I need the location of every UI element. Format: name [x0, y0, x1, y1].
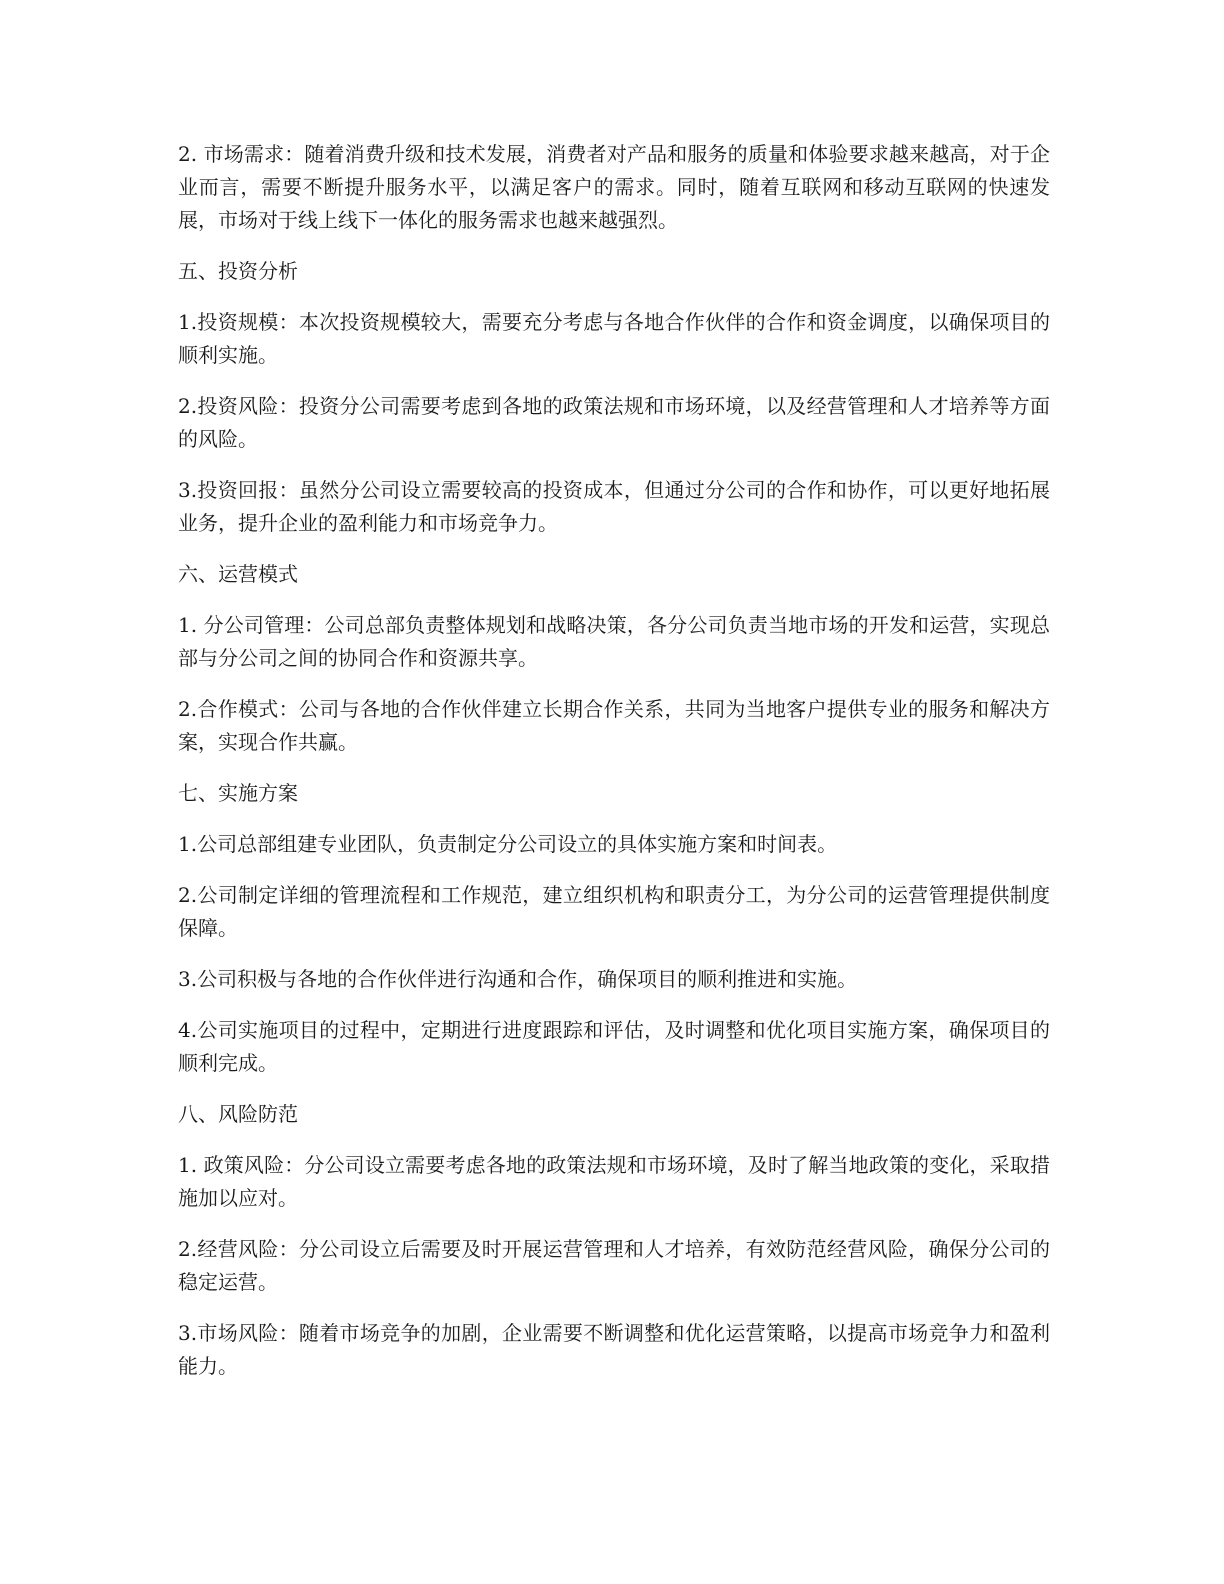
paragraph-cooperation-model: 2.合作模式：公司与各地的合作伙伴建立长期合作关系，共同为当地客户提供专业的服务和解决方案，实现合作共赢。	[178, 697, 1050, 754]
paragraph-implementation-1: 1.公司总部组建专业团队，负责制定分公司设立的具体实施方案和时间表。	[178, 832, 838, 856]
paragraph-implementation-4: 4.公司实施项目的过程中，定期进行进度跟踪和评估，及时调整和优化项目实施方案，确保项目的顺利完成。	[178, 1018, 1050, 1075]
document-page	[178, 138, 1050, 1401]
paragraph-implementation-3: 3.公司积极与各地的合作伙伴进行沟通和合作，确保项目的顺利推进和实施。	[178, 967, 858, 991]
section-heading-operating-model: 六、运营模式	[178, 562, 298, 586]
paragraph-investment-return: 3.投资回报：虽然分公司设立需要较高的投资成本，但通过分公司的合作和协作，可以更好地拓展业务，提升企业的盈利能力和市场竞争力。	[178, 478, 1050, 535]
paragraph-market-risk: 3.市场风险：随着市场竞争的加剧，企业需要不断调整和优化运营策略，以提高市场竞争力和盈利能力。	[178, 1321, 1050, 1378]
paragraph-investment-risk: 2.投资风险：投资分公司需要考虑到各地的政策法规和市场环境，以及经营管理和人才培养等方面的风险。	[178, 394, 1050, 451]
paragraph-branch-management: 1. 分公司管理：公司总部负责整体规划和战略决策，各分公司负责当地市场的开发和运营，实现总部与分公司之间的协同合作和资源共享。	[178, 613, 1050, 670]
section-heading-investment-analysis: 五、投资分析	[178, 259, 298, 283]
section-heading-implementation-plan: 七、实施方案	[178, 781, 298, 805]
section-heading-risk-prevention: 八、风险防范	[178, 1102, 298, 1126]
paragraph-market-demand: 2. 市场需求：随着消费升级和技术发展，消费者对产品和服务的质量和体验要求越来越高，对于企业而言，需要不断提升服务水平，以满足客户的需求。同时，随着互联网和移动互联网的快速发展，市场对于线上线下一体化的服务需求也越来越强烈。	[178, 142, 1050, 232]
paragraph-policy-risk: 1. 政策风险：分公司设立需要考虑各地的政策法规和市场环境，及时了解当地政策的变化，采取措施加以应对。	[178, 1153, 1050, 1210]
paragraph-implementation-2: 2.公司制定详细的管理流程和工作规范，建立组织机构和职责分工，为分公司的运营管理提供制度保障。	[178, 883, 1050, 940]
paragraph-operating-risk: 2.经营风险：分公司设立后需要及时开展运营管理和人才培养，有效防范经营风险，确保分公司的稳定运营。	[178, 1237, 1050, 1294]
paragraph-investment-scale: 1.投资规模：本次投资规模较大，需要充分考虑与各地合作伙伴的合作和资金调度，以确保项目的顺利实施。	[178, 310, 1050, 367]
